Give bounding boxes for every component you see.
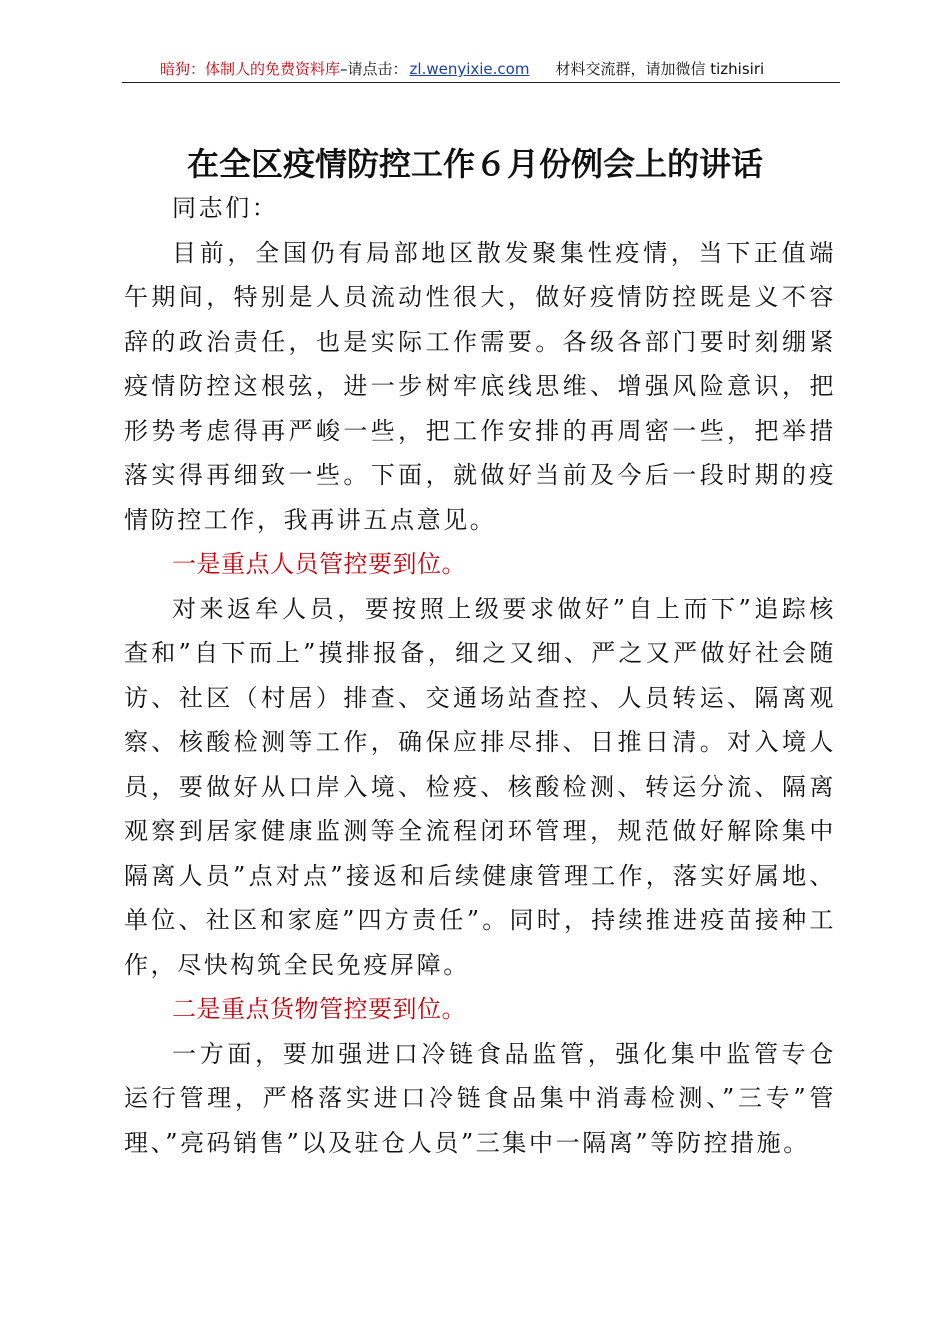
paragraph-intro: 目前，全国仍有局部地区散发聚集性疫情，当下正值端午期间，特别是人员流动性很大，做好疫情防控既是义不容辞的政治责任，也是实际工作需要。各级各部门要时刻绷紧疫情防控这根弦，进一步树牢底线思维、增强风险意识，把形势考虑得再严峻一些，把工作安排的再周密一些，把举措落实得再细致一些。下面，就做好当前及今后一段时期的疫情防控工作，我再讲五点意见。 <box>124 238 836 534</box>
header-link[interactable]: zl.wenyixie.com <box>409 60 530 78</box>
header-site-name: 暗狗：体制人的免费资料库 <box>160 60 341 78</box>
salutation: 同志们： <box>172 194 279 222</box>
paragraph-personnel-control: 对来返牟人员，要按照上级要求做好”自上而下”追踪核查和”自下而上”摸排报备，细之又细、严之又严做好社会随访、社区（村居）排查、交通场站查控、人员转运、隔离观察、核酸检测等工作，确保应排尽排、日推日清。对入境人员，要做好从口岸入境、检疫、核酸检测、转运分流、隔离观察到居家健康监测等全流程闭环管理，规范做好解除集中隔离人员”点对点”接返和后续健康管理工作，落实好属地、单位、社区和家庭”四方责任”。同时，持续推进疫苗接种工作，尽快构筑全民免疫屏障。 <box>124 594 836 979</box>
header-prompt: –请点击： <box>340 60 408 78</box>
section-heading-2: 二是重点货物管控要到位。 <box>172 995 466 1023</box>
paragraph-goods-control: 一方面，要加强进口冷链食品监管，强化集中监管专仓运行管理，严格落实进口冷链食品集中消毒检测、”三专”管理、”亮码销售”以及驻仓人员”三集中一隔离”等防控措施。 <box>124 1039 836 1157</box>
page-header <box>122 58 840 83</box>
document-body <box>124 186 836 1165</box>
header-wechat-note: 材料交流群，请加微信 tizhisiri <box>555 60 765 78</box>
section-heading-1: 一是重点人员管控要到位。 <box>172 550 466 578</box>
document-title: 在全区疫情防控工作６月份例会上的讲话 <box>186 145 763 183</box>
